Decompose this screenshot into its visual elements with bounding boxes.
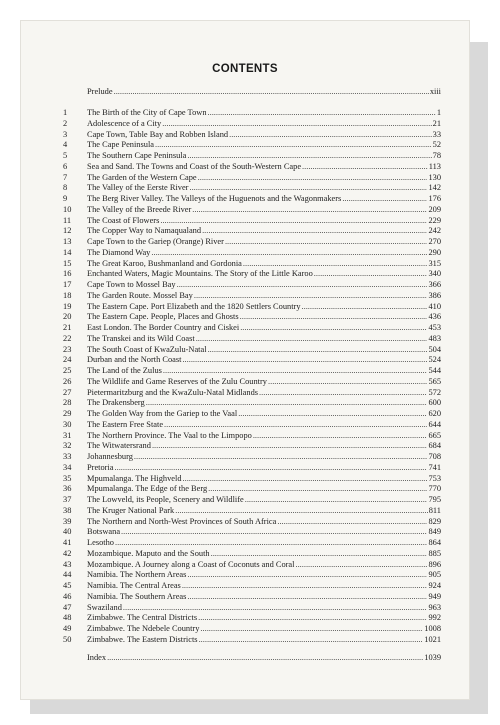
entry-title: The Witwatersrand (87, 441, 151, 450)
chapter-number: 43 (63, 560, 72, 569)
entry-title: Namibia. The Southern Areas (87, 592, 187, 601)
page-number: 1008 (424, 624, 441, 633)
entry-title: The Birth of the City of Cape Town (87, 108, 207, 117)
dot-leader (211, 549, 428, 559)
dot-leader (243, 259, 428, 269)
dot-leader (268, 377, 427, 387)
chapter-number: 8 (63, 183, 68, 192)
entry-title: The Land of the Zulus (87, 366, 162, 375)
toc-entry (63, 517, 441, 527)
page-number: 896 (428, 560, 441, 569)
dot-leader (189, 183, 427, 193)
book-page (20, 20, 470, 700)
chapter-number: 13 (63, 237, 72, 246)
chapter-number: 14 (63, 248, 72, 257)
entry-title: Enchanted Waters, Magic Mountains. The Story of the Little Karoo (87, 269, 313, 278)
page-number: 864 (428, 538, 441, 547)
chapter-number: 7 (63, 173, 68, 182)
entry-title: Durban and the North Coast (87, 355, 182, 364)
toc-entry (63, 635, 441, 645)
toc-entry (63, 398, 441, 408)
page-number: 949 (428, 592, 441, 601)
dot-leader (240, 323, 427, 333)
page-number: 665 (428, 431, 441, 440)
entry-title: Mozambique. Maputo and the South (87, 549, 210, 558)
dot-leader (164, 420, 427, 430)
chapter-number: 18 (63, 291, 72, 300)
dot-leader (160, 216, 427, 226)
page-number: 885 (428, 549, 441, 558)
toc-entry (63, 269, 441, 279)
page-number: 176 (428, 194, 441, 203)
toc-entry-prelude (87, 87, 441, 97)
entry-title: Mozambique. A Journey along a Coast of Coconuts and Coral (87, 560, 295, 569)
toc-entry (63, 151, 441, 161)
entry-title: The Kruger National Park (87, 506, 175, 515)
chapter-number: 12 (63, 226, 72, 235)
dot-leader (177, 280, 428, 290)
chapter-number: 25 (63, 366, 72, 375)
page-number: 811 (428, 506, 441, 515)
page-number: 242 (428, 226, 441, 235)
toc-entry (63, 495, 441, 505)
page-number: 209 (428, 205, 441, 214)
page-number: 753 (428, 474, 441, 483)
entry-title: Adolescence of a City (87, 119, 162, 128)
dot-leader (187, 592, 427, 602)
page-number: 453 (428, 323, 441, 332)
toc-entry (63, 441, 441, 451)
dot-leader (208, 345, 428, 355)
chapter-number: 22 (63, 334, 72, 343)
toc-entry (63, 259, 441, 269)
toc-entry (63, 474, 441, 484)
chapter-number: 40 (63, 527, 72, 536)
page-number: 1 (436, 108, 441, 117)
dot-leader (115, 538, 427, 548)
dot-leader (198, 173, 428, 183)
toc-entry (63, 173, 441, 183)
page-number: 270 (428, 237, 441, 246)
entry-title: The Valley of the Breede River (87, 205, 192, 214)
entry-title: Pretoria (87, 463, 114, 472)
dot-leader (208, 484, 427, 494)
entry-title: The Eastern Cape. Port Elizabeth and the 1820 Settlers Country (87, 302, 301, 311)
entry-title: The Copper Way to Namaqualand (87, 226, 202, 235)
dot-leader (314, 269, 428, 279)
dot-leader (123, 603, 428, 613)
page-number: 963 (428, 603, 441, 612)
dot-leader (253, 431, 428, 441)
chapter-number: 1 (63, 108, 68, 117)
chapter-number: 50 (63, 635, 72, 644)
toc-entry (63, 506, 441, 516)
dot-leader (225, 237, 428, 247)
chapter-number: 16 (63, 269, 72, 278)
dot-leader (115, 463, 428, 473)
entry-title: The Valley of the Eerste River (87, 183, 189, 192)
page-number: 52 (432, 140, 441, 149)
toc-entry (63, 581, 441, 591)
page-number: 78 (432, 151, 441, 160)
toc-entry (63, 312, 441, 322)
entry-title: Johannesburg (87, 452, 133, 461)
page-number: 130 (428, 173, 441, 182)
page-number: 770 (428, 484, 441, 493)
chapter-number: 4 (63, 140, 68, 149)
dot-leader (182, 581, 428, 591)
dot-leader (342, 194, 427, 204)
toc-entry (63, 216, 441, 226)
entry-title: The Golden Way from the Gariep to the Vaal (87, 409, 238, 418)
chapter-number: 46 (63, 592, 72, 601)
dot-leader (134, 452, 428, 462)
entry-title: Botswana (87, 527, 121, 536)
chapter-number: 44 (63, 570, 72, 579)
page-number: 142 (428, 183, 441, 192)
chapter-number: 17 (63, 280, 72, 289)
toc-entry (63, 452, 441, 462)
dot-leader (187, 570, 427, 580)
toc-entry (63, 140, 441, 150)
chapter-number: 38 (63, 506, 72, 515)
entry-title: Pietermaritzburg and the KwaZulu-Natal Midlands (87, 388, 259, 397)
entry-title: Lesotho (87, 538, 114, 547)
dot-leader (245, 495, 428, 505)
page-number: 795 (428, 495, 441, 504)
toc-entry (63, 130, 441, 140)
toc-entry (63, 205, 441, 215)
page-number: 436 (428, 312, 441, 321)
dot-leader (295, 560, 427, 570)
entry-title: The Garden of the Western Cape (87, 173, 197, 182)
page-number: 410 (428, 302, 441, 311)
dot-leader (152, 441, 428, 451)
toc-entry (63, 194, 441, 204)
page-number: 386 (428, 291, 441, 300)
page-number: 504 (428, 345, 441, 354)
toc-entry-index (87, 653, 441, 663)
toc-entry (63, 560, 441, 570)
entry-title: The Cape Peninsula (87, 140, 154, 149)
chapter-number: 15 (63, 259, 72, 268)
chapter-number: 37 (63, 495, 72, 504)
chapter-number: 34 (63, 463, 72, 472)
entry-title: Mpumalanga. The Highveld (87, 474, 182, 483)
dot-leader (194, 291, 428, 301)
page-title: CONTENTS (212, 63, 278, 75)
chapter-number: 6 (63, 162, 68, 171)
toc-entry (63, 484, 441, 494)
chapter-number: 20 (63, 312, 72, 321)
page-number: 315 (428, 259, 441, 268)
page-number: 21 (432, 119, 441, 128)
toc-entry (63, 603, 441, 613)
toc-entry (63, 345, 441, 355)
entry-title: The Northern Province. The Vaal to the Limpopo (87, 431, 252, 440)
dot-leader (198, 613, 427, 623)
toc-entry (63, 226, 441, 236)
toc-entry (63, 527, 441, 537)
entry-title: The Diamond Way (87, 248, 151, 257)
dot-leader (162, 119, 431, 129)
toc-entry (63, 613, 441, 623)
dot-leader (277, 517, 427, 527)
dot-leader (259, 388, 427, 398)
page-number: 33 (432, 130, 441, 139)
toc-entry (63, 624, 441, 634)
entry-title: Index (87, 653, 107, 662)
chapter-number: 11 (63, 216, 72, 225)
page-number: 340 (428, 269, 441, 278)
page-number: 1021 (424, 635, 441, 644)
toc-entry (63, 119, 441, 129)
chapter-number: 33 (63, 452, 72, 461)
entry-title: The South Coast of KwaZulu-Natal (87, 345, 207, 354)
toc-entry (63, 108, 441, 118)
chapter-number: 31 (63, 431, 72, 440)
dot-leader (151, 248, 427, 258)
toc-entry (63, 377, 441, 387)
chapter-number: 24 (63, 355, 72, 364)
entry-title: The Lowveld, its People, Scenery and Wildlife (87, 495, 244, 504)
toc-entry (63, 420, 441, 430)
entry-title: The Berg River Valley. The Valleys of the Huguenots and the Wagonmakers (87, 194, 342, 203)
chapter-number: 26 (63, 377, 72, 386)
entry-title: East London. The Border Country and Ciskei (87, 323, 240, 332)
chapter-number: 10 (63, 205, 72, 214)
entry-title: The Garden Route. Mossel Bay (87, 291, 193, 300)
dot-leader (240, 312, 428, 322)
toc-entry (63, 431, 441, 441)
chapter-number: 39 (63, 517, 72, 526)
entry-title: The Northern and North-West Provinces of South Africa (87, 517, 277, 526)
dot-leader (200, 624, 423, 634)
page-number: 1039 (424, 653, 441, 662)
page-number: 708 (428, 452, 441, 461)
toc-entry (63, 280, 441, 290)
page-number: 544 (428, 366, 441, 375)
dot-leader (199, 635, 424, 645)
page-number: 483 (428, 334, 441, 343)
chapter-number: 35 (63, 474, 72, 483)
chapter-number: 48 (63, 613, 72, 622)
dot-leader (182, 355, 427, 365)
chapter-number: 41 (63, 538, 72, 547)
toc-entry (63, 291, 441, 301)
dot-leader (114, 87, 429, 97)
entry-title: Sea and Sand. The Towns and Coast of the South-Western Cape (87, 162, 302, 171)
page-number: 572 (428, 388, 441, 397)
entry-title: Namibia. The Central Areas (87, 581, 181, 590)
chapter-number: 3 (63, 130, 68, 139)
toc-entry (63, 388, 441, 398)
toc-entry (63, 570, 441, 580)
dot-leader (238, 409, 427, 419)
dot-leader (302, 162, 428, 172)
page-number: 644 (428, 420, 441, 429)
chapter-number: 32 (63, 441, 72, 450)
dot-leader (208, 108, 436, 118)
entry-title: Cape Town to the Gariep (Orange) River (87, 237, 224, 246)
toc-entry (63, 549, 441, 559)
entry-title: Cape Town to Mossel Bay (87, 280, 176, 289)
toc-entry (63, 323, 441, 333)
dot-leader (107, 653, 423, 663)
page-number: 113 (428, 162, 441, 171)
dot-leader (302, 302, 428, 312)
toc-entry (63, 334, 441, 344)
chapter-number: 5 (63, 151, 68, 160)
entry-title: Zimbabwe. The Central Districts (87, 613, 198, 622)
chapter-number: 49 (63, 624, 72, 633)
page-number: 600 (428, 398, 441, 407)
chapter-number: 45 (63, 581, 72, 590)
entry-title: Zimbabwe. The Ndebele Country (87, 624, 200, 633)
page-number: 620 (428, 409, 441, 418)
page-number: 849 (428, 527, 441, 536)
page-number: 229 (428, 216, 441, 225)
entry-title: The Coast of Flowers (87, 216, 160, 225)
dot-leader (163, 366, 428, 376)
dot-leader (183, 474, 428, 484)
dot-leader (121, 527, 427, 537)
dot-leader (192, 205, 427, 215)
chapter-number: 42 (63, 549, 72, 558)
entry-title: The Wildlife and Game Reserves of the Zulu Country (87, 377, 267, 386)
page-number: 366 (428, 280, 441, 289)
dot-leader (155, 140, 432, 150)
page-number: 905 (428, 570, 441, 579)
chapter-number: 28 (63, 398, 72, 407)
entry-title: Zimbabwe. The Eastern Districts (87, 635, 198, 644)
chapter-number: 36 (63, 484, 72, 493)
entry-title: The Transkei and its Wild Coast (87, 334, 195, 343)
dot-leader (146, 398, 428, 408)
entry-title: Prelude (87, 87, 113, 96)
dot-leader (175, 506, 428, 516)
entry-title: The Southern Cape Peninsula (87, 151, 187, 160)
entry-title: Mpumalanga. The Edge of the Berg (87, 484, 208, 493)
toc-entry (63, 248, 441, 258)
page-number: 741 (428, 463, 441, 472)
toc-entry (63, 355, 441, 365)
dot-leader (196, 334, 428, 344)
chapter-number: 2 (63, 119, 68, 128)
chapter-number: 19 (63, 302, 72, 311)
entry-title: Cape Town, Table Bay and Robben Island (87, 130, 229, 139)
toc-entry (63, 409, 441, 419)
page-number: 829 (428, 517, 441, 526)
toc-entry (63, 237, 441, 247)
page-number: 565 (428, 377, 441, 386)
entry-title: Swaziland (87, 603, 122, 612)
toc-entry (63, 366, 441, 376)
dot-leader (187, 151, 431, 161)
entry-title: The Eastern Cape. People, Places and Ghosts (87, 312, 239, 321)
chapter-number: 21 (63, 323, 72, 332)
chapter-number: 9 (63, 194, 68, 203)
chapter-number: 30 (63, 420, 72, 429)
chapter-number: 23 (63, 345, 72, 354)
chapter-number: 27 (63, 388, 72, 397)
entry-title: The Eastern Free State (87, 420, 164, 429)
toc-entry (63, 592, 441, 602)
page-number: 924 (428, 581, 441, 590)
entry-title: Namibia. The Northern Areas (87, 570, 187, 579)
dot-leader (229, 130, 432, 140)
page-number: 684 (428, 441, 441, 450)
chapter-number: 47 (63, 603, 72, 612)
entry-title: The Great Karoo, Bushmanland and Gordonia (87, 259, 242, 268)
page-number: 290 (428, 248, 441, 257)
toc-entry (63, 183, 441, 193)
toc-entry (63, 538, 441, 548)
page-number: xiii (429, 87, 441, 96)
page-number: 992 (428, 613, 441, 622)
page-number: 524 (428, 355, 441, 364)
entry-title: The Drakensberg (87, 398, 145, 407)
dot-leader (202, 226, 427, 236)
toc-entry (63, 162, 441, 172)
chapter-number: 29 (63, 409, 72, 418)
toc-entry (63, 302, 441, 312)
toc-entry (63, 463, 441, 473)
